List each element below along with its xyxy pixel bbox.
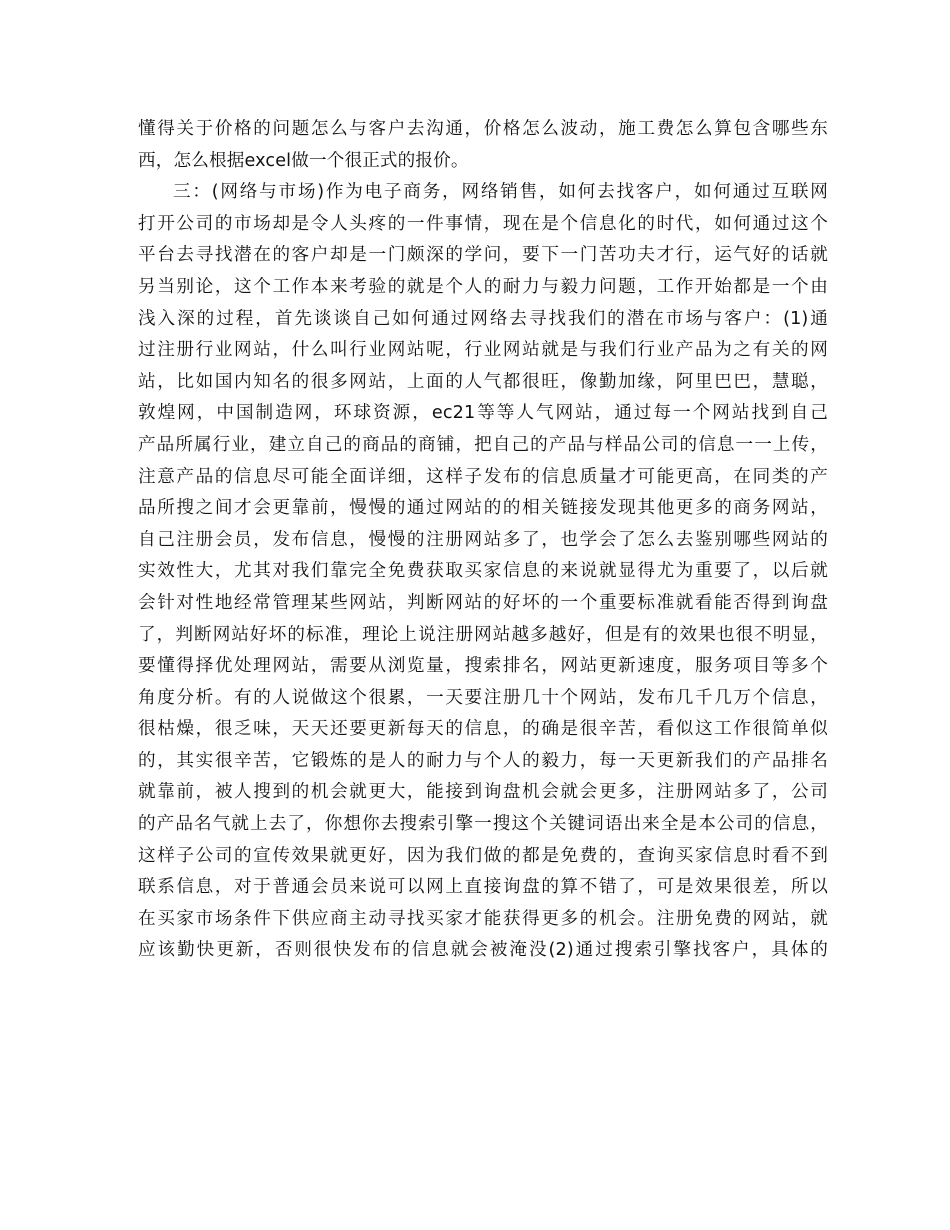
text-line-7: 浅入深的过程，首先谈谈自己如何通过网络去寻找我们的潜在市场与客户：(1)通 [138, 308, 828, 329]
text-line-15: 实效性大，尤其对我们靠完全免费获取买家信息的来说就显得尤为重要了，以后就 [138, 561, 828, 582]
text-line-5: 平台去寻找潜在的客户却是一门颇深的学问，要下一门苦功夫才行，运气好的话就 [138, 245, 828, 266]
text-line-17: 了，判断网站好坏的标准，理论上说注册网站越多越好，但是有的效果也很不明显， [138, 624, 828, 645]
text-line-27: 应该勤快更新，否则很快发布的信息就会被淹没(2)通过搜索引擎找客户，具体的 [138, 940, 828, 961]
text-line-19: 角度分析。有的人说做这个很累，一天要注册几十个网站，发布几千几万个信息， [138, 687, 828, 708]
text-line-8: 过注册行业网站，什么叫行业网站呢，行业网站就是与我们行业产品为之有关的网 [138, 340, 828, 361]
text-line-22: 就靠前，被人搜到的机会就更大，能接到询盘机会就会更多，注册网站多了，公司 [138, 782, 828, 803]
text-line-16: 会针对性地经常管理某些网站，判断网站的好坏的一个重要标准就看能否得到询盘 [138, 592, 828, 613]
text-line-12: 注意产品的信息尽可能全面详细，这样子发布的信息质量才可能更高，在同类的产 [138, 466, 828, 487]
text-line-6: 另当别论，这个工作本来考验的就是个人的耐力与毅力问题，工作开始都是一个由 [138, 276, 828, 297]
text-line-20: 很枯燥，很乏味，天天还要更新每天的信息，的确是很辛苦，看似这工作很简单似 [138, 719, 828, 740]
text-line-25: 联系信息，对于普通会员来说可以网上直接询盘的算不错了，可是效果很差，所以 [138, 877, 828, 898]
text-line-1: 懂得关于价格的问题怎么与客户去沟通，价格怎么波动，施工费怎么算包含哪些东 [138, 119, 828, 139]
text-line-26: 在买家市场条件下供应商主动寻找买家才能获得更多的机会。注册免费的网站，就 [138, 908, 828, 929]
text-line-18: 要懂得择优处理网站，需要从浏览量，搜索排名，网站更新速度，服务项目等多个 [138, 656, 828, 677]
text-line-11: 产品所属行业，建立自己的商品的商铺，把自己的产品与样品公司的信息一一上传， [138, 434, 828, 455]
text-line-4: 打开公司的市场却是令人头疼的一件事情，现在是个信息化的时代，如何通过这个 [138, 213, 828, 234]
text-line-14: 自己注册会员，发布信息，慢慢的注册网站多了，也学会了怎么去鉴别哪些网站的 [138, 529, 828, 550]
text-line-23: 的产品名气就上去了，你想你去搜索引擎一搜这个关键词语出来全是本公司的信息， [138, 814, 828, 835]
text-line-13: 品所搜之间才会更靠前，慢慢的通过网站的的相关链接发现其他更多的商务网站， [138, 498, 828, 519]
text-line-2: 西，怎么根据excel做一个很正式的报价。 [138, 150, 469, 171]
text-line-10: 敦煌网，中国制造网，环球资源，ec21等等人气网站，通过每一个网站找到自己 [138, 403, 828, 424]
text-line-9: 站，比如国内知名的很多网站，上面的人气都很旺，像勤加缘，阿里巴巴，慧聪， [138, 371, 828, 392]
text-line-24: 这样子公司的宣传效果就更好，因为我们做的都是免费的，查询买家信息时看不到 [138, 845, 828, 866]
text-line-3: 三：(网络与市场)作为电子商务，网络销售，如何去找客户，如何通过互联网 [173, 182, 828, 203]
text-line-21: 的，其实很辛苦，它锻炼的是人的耐力与个人的毅力，每一天更新我们的产品排名 [138, 750, 828, 771]
body-text [138, 114, 828, 967]
